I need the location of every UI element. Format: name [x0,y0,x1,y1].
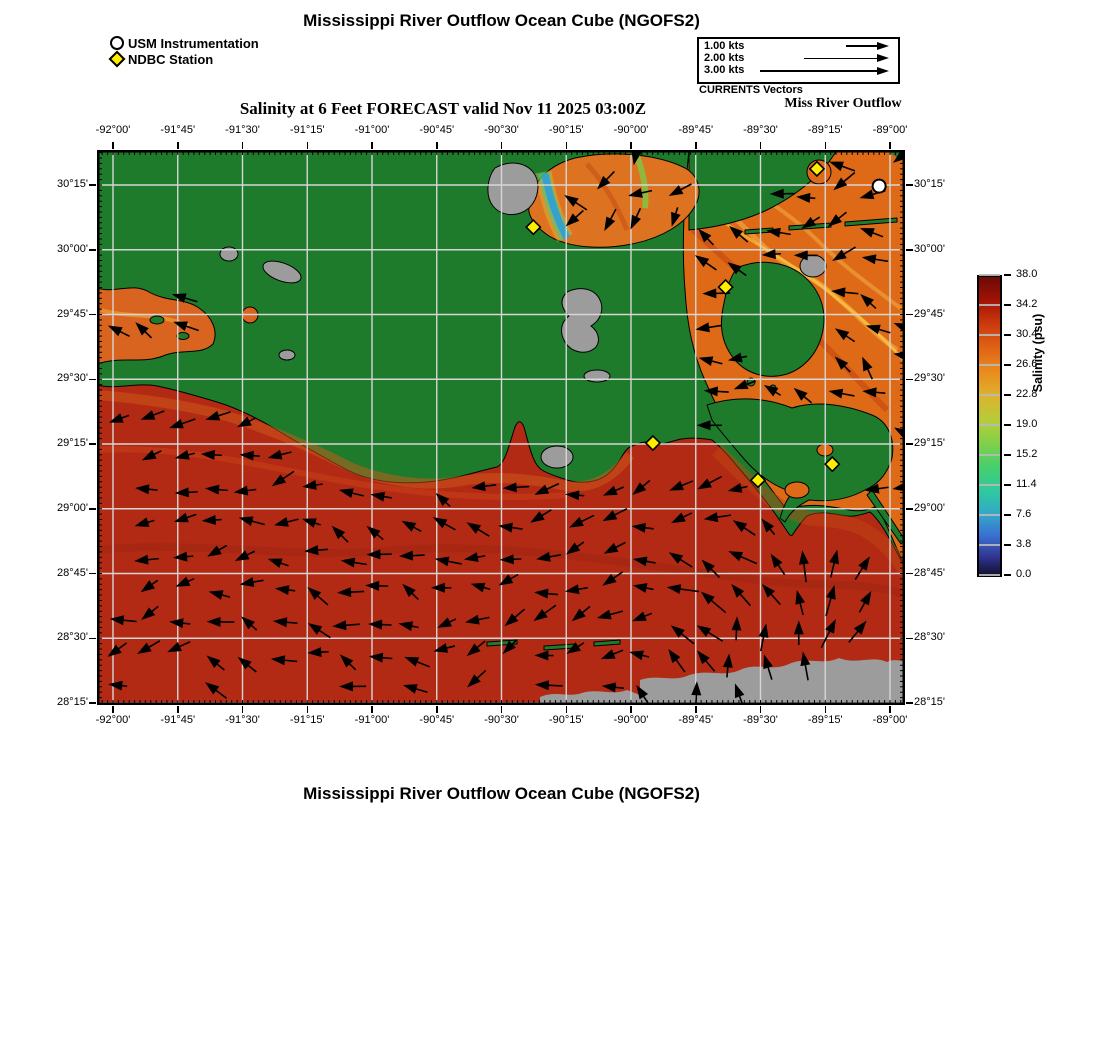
currents-vector-scale-box [697,37,900,84]
axis-tick-label: 28°30' [914,631,945,644]
axis-tick-mark [89,314,96,316]
axis-tick-mark [436,142,438,149]
axis-tick-label: -91°30' [225,124,260,136]
salinity-map [97,150,905,705]
axis-tick-label: 28°45' [914,566,945,579]
axis-tick-mark [906,379,913,381]
legend-row-ndbc [110,51,259,67]
axis-tick-label: -91°45' [160,714,196,726]
axis-tick-label: -91°30' [225,714,260,726]
axis-tick-label: -89°00' [872,124,908,136]
vector-scale-2kt-label: 2.00 kts [704,52,745,64]
bay-islet [177,333,189,340]
colorbar-tick-mark [1004,394,1011,396]
axis-tick-label: 29°15' [914,437,945,449]
axis-tick-label: -90°45' [419,124,455,136]
colorbar-level-line [979,514,1000,516]
vector-scale-1kt-label: 1.00 kts [704,40,745,52]
axis-tick-mark [371,706,373,713]
colorbar-tick-mark [1004,544,1011,546]
arrowhead-icon [877,42,889,50]
vector-scale-3kt-label: 3.00 kts [704,64,745,76]
lake-maurepas-nodata [488,163,538,215]
axis-tick-mark [566,706,568,713]
axis-tick-label: -91°00' [354,714,390,726]
axis-tick-label: 30°00' [57,242,88,255]
coastal-nodata-patch [584,370,610,382]
colorbar-tick-label: 19.0 [1016,418,1038,430]
coastal-nodata-patch [541,446,573,468]
currents-vectors-caption: CURRENTS Vectors [699,84,803,96]
ndbc-legend-label: NDBC Station [128,51,214,67]
colorbar-level-line [979,454,1000,456]
axis-tick-mark [906,249,913,251]
vector-scale-3kt-arrow [760,70,877,72]
colorbar-tick-mark [1004,304,1011,306]
colorbar-level-line [979,304,1000,306]
usm-legend-label: USM Instrumentation [128,35,259,51]
colorbar-tick-label: 30.4 [1016,328,1038,340]
arrowhead-icon [877,54,889,62]
axis-tick-mark [177,142,179,149]
axis-tick-mark [307,142,309,149]
colorbar-level-line [979,334,1000,336]
axis-tick-mark [436,706,438,713]
axis-tick-mark [889,706,891,713]
ndbc-diamond-icon [109,51,126,68]
axis-tick-label: 30°15' [57,178,88,190]
axis-tick-mark [501,142,503,149]
bottom-title: Mississippi River Outflow Ocean Cube (NGOFS2) [303,784,700,803]
axis-tick-mark [242,142,244,149]
axis-tick-label: -91°45' [160,124,196,136]
colorbar-tick-label: 26.6 [1016,358,1038,370]
colorbar-level-line [979,364,1000,366]
axis-tick-mark [906,443,913,445]
axis-tick-mark [89,638,96,640]
axis-tick-mark [89,379,96,381]
station-legend [110,35,259,67]
colorbar-tick-mark [1004,424,1011,426]
top-title: Mississippi River Outflow Ocean Cube (NGOFS2) [303,11,700,30]
axis-tick-label: -89°30' [743,124,778,136]
axis-tick-label: 28°45' [57,566,88,579]
axis-tick-label: -92°00' [95,124,131,136]
arrowhead-icon [877,67,889,75]
colorbar-tick-mark [1004,454,1011,456]
axis-tick-mark [695,706,697,713]
axis-tick-label: -89°30' [743,714,778,726]
colorbar-tick-label: 15.2 [1016,448,1038,460]
delta-inlet [785,482,809,498]
axis-tick-label: -89°15' [807,124,843,136]
colorbar-tick-label: 3.8 [1016,538,1032,550]
axis-tick-label: 30°00' [914,242,945,255]
axis-tick-label: 29°30' [914,372,945,385]
axis-tick-label: -89°45' [678,714,714,726]
colorbar-level-line [979,544,1000,546]
axis-tick-mark [566,142,568,149]
axis-tick-label: -91°15' [289,124,325,136]
colorbar-level-line [979,424,1000,426]
axis-tick-mark [307,706,309,713]
axis-tick-mark [906,508,913,510]
axis-tick-label: 29°15' [57,437,88,449]
axis-tick-mark [906,573,913,575]
axis-tick-label: -89°15' [807,714,843,726]
axis-tick-label: 30°15' [914,178,945,190]
axis-tick-label: -90°30' [484,124,519,136]
axis-tick-mark [89,443,96,445]
axis-tick-label: -89°00' [872,714,908,726]
colorbar-level-line [979,574,1000,576]
axis-tick-mark [177,706,179,713]
colorbar-tick-label: 7.6 [1016,508,1032,520]
colorbar-level-line [979,484,1000,486]
axis-tick-mark [825,142,827,149]
axis-tick-mark [906,702,913,704]
axis-tick-mark [695,142,697,149]
axis-tick-label: 28°30' [57,631,88,644]
inland-lake-nodata [279,350,295,360]
axis-tick-label: -90°00' [613,124,649,136]
axis-tick-label: -90°00' [613,714,649,726]
axis-tick-mark [825,706,827,713]
colorbar-tick-mark [1004,574,1011,576]
vector-scale-2kt-arrow [804,58,877,60]
vector-scale-1kt-arrow [846,45,877,47]
axis-tick-label: 29°00' [914,501,945,514]
axis-tick-mark [906,638,913,640]
colorbar-level-line [979,274,1000,276]
axis-tick-mark [889,142,891,149]
inland-lake-nodata [562,289,602,353]
colorbar-tick-mark [1004,364,1011,366]
axis-tick-mark [371,142,373,149]
colorbar-gradient [977,275,1002,577]
legend-row-usm [110,35,259,51]
colorbar-tick-mark [1004,334,1011,336]
colorbar-tick-mark [1004,514,1011,516]
axis-tick-mark [501,706,503,713]
axis-tick-mark [906,184,913,186]
axis-tick-mark [242,706,244,713]
axis-tick-label: -92°00' [95,714,131,726]
axis-tick-mark [89,702,96,704]
axis-tick-mark [630,142,632,149]
axis-tick-mark [89,508,96,510]
colorbar-tick-label: 38.0 [1016,268,1038,280]
axis-tick-mark [760,142,762,149]
axis-tick-label: -91°00' [354,124,390,136]
colorbar-tick-label: 11.4 [1016,478,1037,490]
axis-tick-label: 29°00' [57,501,88,514]
axis-tick-mark [630,706,632,713]
axis-tick-mark [760,706,762,713]
axis-tick-label: -90°45' [419,714,455,726]
axis-tick-mark [89,573,96,575]
axis-tick-label: 29°45' [57,307,88,320]
axis-tick-mark [906,314,913,316]
axis-tick-mark [89,249,96,251]
colorbar-tick-mark [1004,484,1011,486]
colorbar-title: Salinity (psu) [1031,313,1045,393]
axis-tick-label: 29°30' [57,372,88,385]
colorbar-tick-label: 22.8 [1016,388,1038,400]
axis-tick-label: -91°15' [289,714,325,726]
map-subtitle: Salinity at 6 Feet FORECAST valid Nov 11 2025 03:00Z [239,99,647,118]
axis-tick-mark [112,706,114,713]
region-label: Miss River Outflow [784,96,902,111]
axis-tick-label: -90°15' [548,714,584,726]
colorbar-tick-label: 34.2 [1016,298,1038,310]
axis-tick-label: -90°30' [484,714,519,726]
axis-tick-mark [89,184,96,186]
axis-tick-label: 28°15' [914,696,945,708]
colorbar-tick-mark [1004,274,1011,276]
axis-tick-label: 28°15' [57,696,88,708]
axis-tick-label: -89°45' [678,124,714,136]
usm-circle-icon [110,36,124,50]
colorbar-tick-label: 0.0 [1016,568,1032,580]
axis-tick-label: -90°15' [548,124,584,136]
axis-tick-mark [112,142,114,149]
colorbar-level-line [979,394,1000,396]
bay-islet [150,316,164,324]
axis-tick-label: 29°45' [914,307,945,320]
